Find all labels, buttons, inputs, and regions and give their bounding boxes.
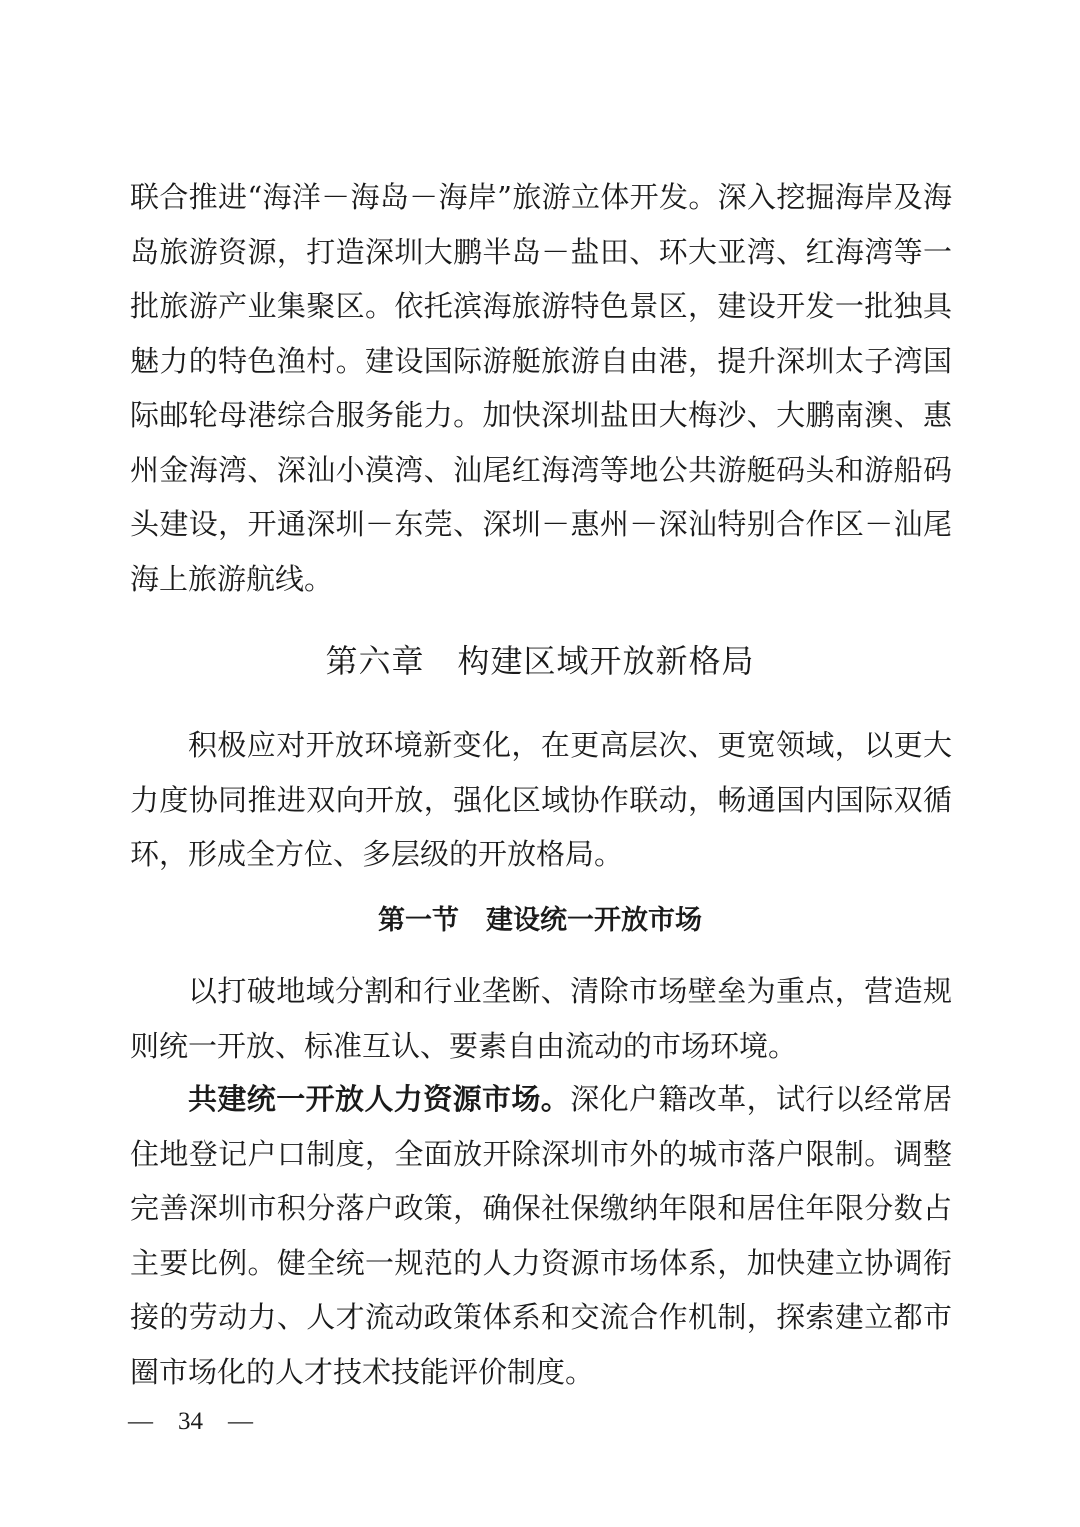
chapter-title: 第六章 构建区域开放新格局: [325, 642, 755, 680]
item-lead-heading: 共建统一开放人力资源市场。: [188, 1082, 571, 1116]
section-item-paragraph: [130, 1072, 952, 1399]
item-body-text: 深化户籍改革，试行以经常居住地登记户口制度，全面放开除深圳市外的城市落户限制。调整完善深圳市积分落户政策，确保社保缴纳年限和居住年限分数占主要比例。健全统一规范的人力资源市场体系，加快建立协调衔接的劳动力、人才流动政策体系和交流合作机制，探索建立都市圈市场化的人才技术技能评价制度。: [130, 1082, 952, 1389]
section-intro-paragraph: 以打破地域分割和行业垄断、清除市场壁垒为重点，营造规则统一开放、标准互认、要素自由流动的市场环境。: [130, 974, 952, 1063]
continuation-paragraph: 联合推进“海洋－海岛－海岸”旅游立体开发。深入挖掘海岸及海岛旅游资源，打造深圳大鹏半岛－盐田、环大亚湾、红海湾等一批旅游产业集聚区。依托滨海旅游特色景区，建设开发一批独具魅力的特色渔村。建设国际游艇旅游自由港，提升深圳太子湾国际邮轮母港综合服务能力。加快深圳盐田大梅沙、大鹏南澳、惠州金海湾、深汕小漠湾、汕尾红海湾等地公共游艇码头和游船码头建设，开通深圳－东莞、深圳－惠州－深汕特别合作区－汕尾海上旅游航线。: [130, 180, 952, 596]
page-number: — 34 —: [128, 1408, 254, 1435]
chapter-intro-paragraph: 积极应对开放环境新变化，在更高层次、更宽领域，以更大力度协同推进双向开放，强化区域协作联动，畅通国内国际双循环，形成全方位、多层级的开放格局。: [130, 728, 952, 871]
section-title: 第一节 建设统一开放市场: [378, 905, 702, 936]
